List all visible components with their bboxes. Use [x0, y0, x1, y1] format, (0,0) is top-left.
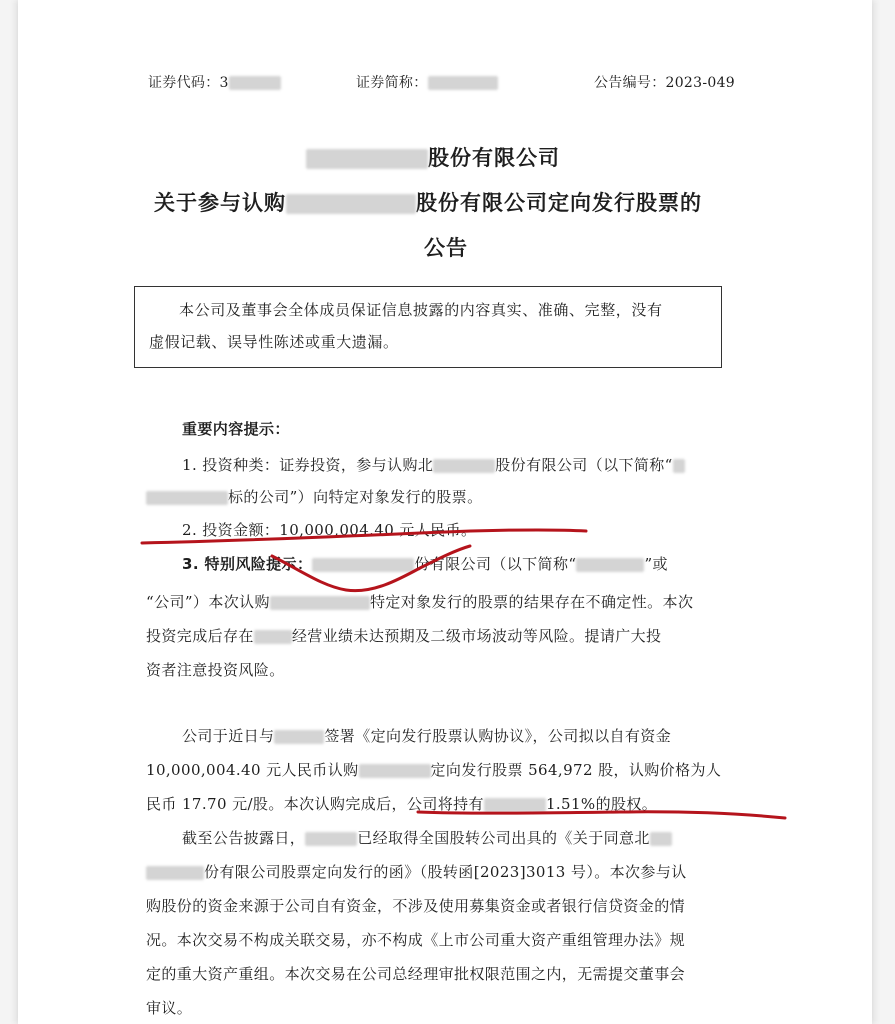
para1-line-3: 民币 17.70 元/股。本次认购完成后，公司将持有 1.51%的股权。: [146, 795, 658, 813]
highlight-item-1-cont: 标的公司”）向特定对象发行的股票。: [146, 486, 482, 507]
underline-stroke-1: [142, 530, 586, 543]
security-short-name: 证券简称：: [356, 72, 498, 92]
para1-line-1: 公司于近日与 签署《定向发行股票认购协议》，公司拟以自有资金: [182, 727, 672, 745]
disclaimer-line-2: 虚假记载、误导性陈述或重大遗漏。: [149, 333, 399, 351]
para2-line-6: 审议。: [146, 999, 193, 1017]
highlight-item-2: 2. 投资金额：10,000,004.40 元人民币。: [182, 521, 477, 539]
underline-stroke-3: [418, 812, 785, 818]
para2-line-1: 截至公告披露日， 已经取得全国股转公司出具的《关于同意北: [182, 827, 672, 848]
highlight-item-3: 3. 特别风险提示： 份有限公司（以下简称“ ”或: [182, 555, 668, 573]
para1-line-2: 10,000,004.40 元人民币认购 定向发行股票 564,972 股，认购价格为人: [146, 761, 722, 779]
announcement-number: 公告编号：2023-049: [594, 75, 735, 91]
title-line-2: 关于参与认购 股份有限公司定向发行股票的: [154, 191, 702, 215]
security-code: 证券代码：3: [148, 72, 281, 92]
highlights-heading: 重要内容提示：: [182, 420, 290, 438]
highlight-item-1: 1. 投资种类：证券投资，参与认购北 股份有限公司（以下简称“: [182, 454, 685, 475]
title-line-1: 股份有限公司: [306, 142, 560, 172]
highlight-item-3-l2: “公司”）本次认购 特定对象发行的股票的结果存在不确定性。本次: [146, 593, 694, 611]
para2-line-2: 份有限公司股票定向发行的函》（股转函[2023]3013 号）。本次参与认: [146, 861, 687, 882]
highlight-item-3-l3: 投资完成后存在 经营业绩未达预期及二级市场波动等风险。提请广大投: [146, 627, 662, 645]
title-line-3: 公告: [424, 236, 468, 260]
para2-line-3: 购股份的资金来源于公司自有资金，不涉及使用募集资金或者银行信贷资金的情: [146, 897, 686, 915]
underline-stroke-2: [272, 546, 470, 591]
highlight-item-3-l4: 资者注意投资风险。: [146, 661, 285, 679]
para2-line-5: 定的重大资产重组。本次交易在公司总经理审批权限范围之内，无需提交董事会: [146, 965, 686, 983]
disclaimer-line-1: 本公司及董事会全体成员保证信息披露的内容真实、准确、完整，没有: [179, 301, 663, 319]
para2-line-4: 况。本次交易不构成关联交易，亦不构成《上市公司重大资产重组管理办法》规: [146, 931, 686, 949]
